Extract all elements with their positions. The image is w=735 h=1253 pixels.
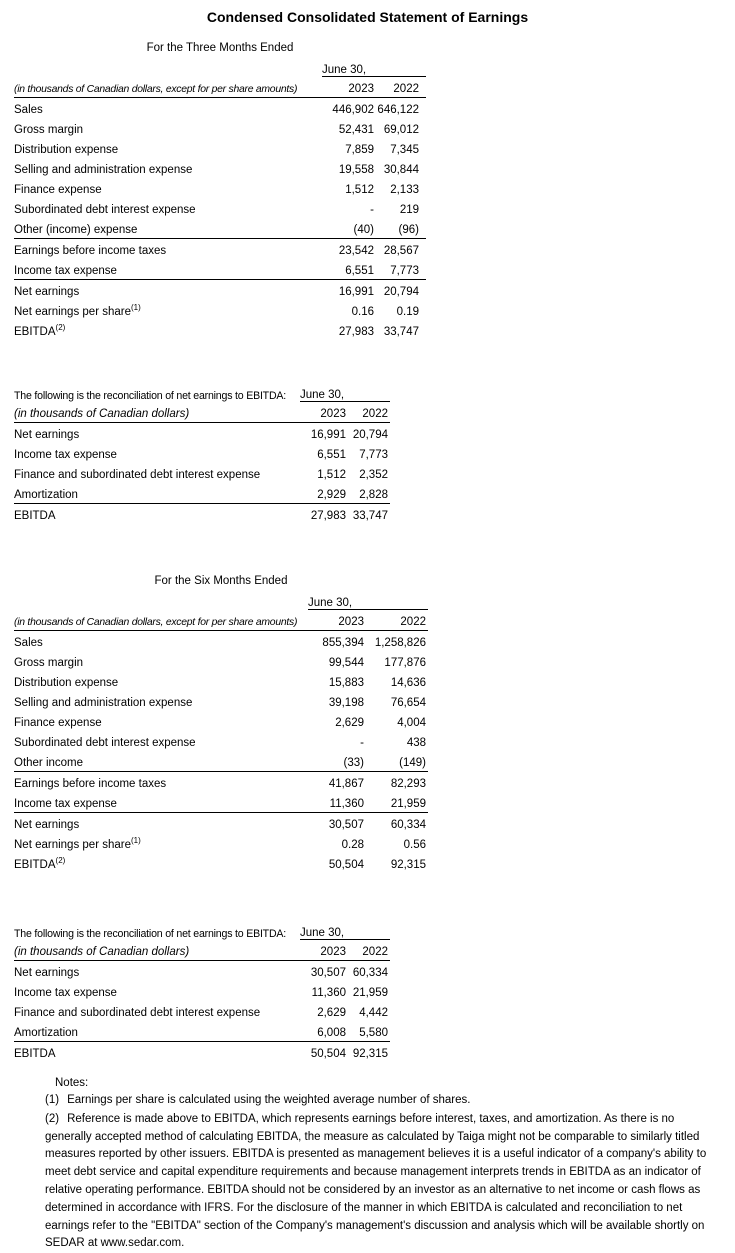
table-row bbox=[14, 423, 390, 444]
table-row bbox=[14, 504, 390, 525]
row-label: Subordinated debt interest expense bbox=[14, 737, 196, 749]
note-2 bbox=[45, 1111, 721, 1253]
value-2022: 1,258,826 bbox=[374, 637, 426, 649]
table-row bbox=[14, 1021, 390, 1042]
row-label: Finance and subordinated debt interest expense bbox=[14, 469, 261, 481]
row-label: Income tax expense bbox=[14, 259, 322, 280]
year-2023-header: 2023 bbox=[300, 402, 346, 423]
empty-cell bbox=[14, 60, 322, 77]
value-2022: 4,442 bbox=[359, 1007, 388, 1019]
value-2023: - bbox=[370, 204, 374, 216]
year-2023-header: 2023 bbox=[322, 77, 374, 98]
row-label: Income tax expense bbox=[14, 987, 117, 999]
value-2022: 92,315 bbox=[390, 859, 426, 871]
unit-note: (in thousands of Canadian dollars) bbox=[14, 940, 300, 961]
unit-note: (in thousands of Canadian dollars, except for per share amounts) bbox=[14, 77, 322, 98]
section-reconciliation-six-months bbox=[14, 923, 735, 1062]
table-row bbox=[14, 671, 428, 691]
row-label: Net earnings bbox=[14, 819, 80, 831]
value-2022: (96) bbox=[374, 218, 426, 239]
value-2023: 11,360 bbox=[311, 987, 346, 999]
table-row bbox=[14, 792, 428, 813]
value-2022: 14,636 bbox=[390, 677, 426, 689]
value-2022: 82,293 bbox=[390, 778, 426, 790]
row-label: Subordinated debt interest expense bbox=[14, 204, 196, 216]
value-2023: 0.28 bbox=[341, 839, 364, 851]
row-label: EBITDA bbox=[14, 510, 56, 522]
year-2022-header: 2022 bbox=[364, 610, 428, 631]
value-2023: 15,883 bbox=[328, 677, 364, 689]
value-2023: 41,867 bbox=[328, 778, 364, 790]
row-label: EBITDA bbox=[14, 1048, 56, 1060]
value-2022: 2,352 bbox=[359, 469, 388, 481]
table-row bbox=[14, 833, 428, 853]
row-label: Gross margin bbox=[14, 657, 84, 669]
table-row bbox=[14, 961, 390, 982]
footnote-ref: (2) bbox=[55, 323, 66, 333]
table-caption-three-months: For the Three Months Ended bbox=[146, 42, 294, 54]
value-2022: 438 bbox=[406, 737, 426, 749]
year-2022-header: 2022 bbox=[346, 402, 390, 423]
value-2023: - bbox=[360, 737, 364, 749]
value-2023: 30,507 bbox=[310, 967, 346, 979]
table-body bbox=[14, 423, 390, 525]
row-label: Selling and administration expense bbox=[14, 164, 193, 176]
row-label: Distribution expense bbox=[14, 677, 119, 689]
year-2022-header: 2022 bbox=[346, 940, 390, 961]
value-2022: 30,844 bbox=[383, 164, 419, 176]
value-2023: 52,431 bbox=[338, 124, 374, 136]
row-label: Amortization bbox=[14, 1021, 300, 1042]
table-row bbox=[14, 853, 428, 873]
row-label: Finance expense bbox=[14, 717, 102, 729]
table-body bbox=[14, 98, 426, 341]
table-caption-six-months: For the Six Months Ended bbox=[154, 575, 288, 587]
value-2022: 2,133 bbox=[390, 184, 419, 196]
value-2023: 30,507 bbox=[328, 819, 364, 831]
section-statement-six-months bbox=[14, 572, 735, 873]
value-2023: 27,983 bbox=[310, 510, 346, 522]
unit-note: (in thousands of Canadian dollars, except for per share amounts) bbox=[14, 610, 308, 631]
value-2023: 23,542 bbox=[338, 245, 374, 257]
value-2023: 1,512 bbox=[317, 469, 346, 481]
value-2022: 20,794 bbox=[352, 429, 388, 441]
row-label: Gross margin bbox=[14, 124, 84, 136]
row-label: Net earnings bbox=[14, 286, 80, 298]
value-2022: 219 bbox=[399, 204, 419, 216]
row-label: EBITDA$^{(2)}$ bbox=[14, 856, 66, 871]
value-2022: 2,828 bbox=[346, 483, 390, 504]
value-2022: 33,747 bbox=[383, 326, 419, 338]
period-header-row bbox=[14, 60, 426, 77]
note-1-marker: (1) bbox=[45, 1094, 60, 1106]
reconciliation-table-six-months bbox=[14, 923, 390, 1062]
value-2022: 7,773 bbox=[374, 259, 426, 280]
value-2022: 60,334 bbox=[352, 967, 388, 979]
value-2023: (40) bbox=[322, 218, 374, 239]
table-row bbox=[14, 320, 426, 340]
value-2023: 16,991 bbox=[338, 286, 374, 298]
value-2023: (33) bbox=[308, 751, 364, 772]
empty-cell bbox=[14, 593, 308, 610]
value-2022: 4,004 bbox=[397, 717, 426, 729]
row-label: Amortization bbox=[14, 483, 300, 504]
table-row bbox=[14, 118, 426, 138]
value-2023: 27,983 bbox=[338, 326, 374, 338]
value-2023: 2,929 bbox=[300, 483, 346, 504]
value-2023: 16,991 bbox=[310, 429, 346, 441]
period-header-row bbox=[14, 593, 428, 610]
table-row bbox=[14, 1001, 390, 1021]
value-2022: 21,959 bbox=[364, 792, 428, 813]
value-2023: 99,544 bbox=[328, 657, 364, 669]
value-2023: 39,198 bbox=[328, 697, 364, 709]
note-2-text: Reference is made above to EBITDA, which represents earnings before interest, taxes, and amortization. As there is no generally accepted method of calculating EBITDA, the measure as calculated by Taiga might not be comparable to similarly titled measures reported by other issuers. EBITDA is presented as management believes it is a useful indicator of a company's ability to meet debt service and capital expenditure requirements and because management interprets trends in EBITDA as an indicator of relative operating performance. EBITDA should not be considered by an investor as an alternative to net income or cash flows as determined in accordance with IFRS. For the disclosure of the manner in which EBITDA is calculated and reconciliation to net earnings refer to the "EBITDA" section of the Company's management's discussion and analysis which will be available shortly on SEDAR at www.sedar.com. bbox=[45, 1112, 707, 1250]
row-label: Sales bbox=[14, 104, 43, 116]
value-2022: 646,122 bbox=[377, 104, 419, 116]
value-2023: 6,551 bbox=[322, 259, 374, 280]
row-label: Income tax expense bbox=[14, 792, 308, 813]
table-row bbox=[14, 711, 428, 731]
row-label: Finance and subordinated debt interest expense bbox=[14, 1007, 261, 1019]
value-2022: (149) bbox=[364, 751, 428, 772]
value-2022: 60,334 bbox=[390, 819, 426, 831]
table-row bbox=[14, 443, 390, 463]
row-label: Earnings before income taxes bbox=[14, 245, 167, 257]
table-row bbox=[14, 751, 428, 772]
years-header-row bbox=[14, 940, 390, 961]
table-row bbox=[14, 218, 426, 239]
reconciliation-table-three-months bbox=[14, 385, 390, 524]
statement-table-three-months bbox=[14, 60, 426, 340]
value-2022: 21,959 bbox=[352, 987, 388, 999]
table-row bbox=[14, 1042, 390, 1063]
table-row bbox=[14, 178, 426, 198]
table-row bbox=[14, 463, 390, 483]
section-statement-three-months bbox=[14, 39, 735, 340]
table-row bbox=[14, 651, 428, 671]
value-2023: 6,008 bbox=[300, 1021, 346, 1042]
table-row bbox=[14, 731, 428, 751]
value-2023: 7,859 bbox=[345, 144, 374, 156]
value-2022: 92,315 bbox=[352, 1048, 388, 1060]
value-2022: 7,773 bbox=[359, 449, 388, 461]
row-label: Sales bbox=[14, 637, 43, 649]
table-row bbox=[14, 198, 426, 218]
row-label: Other income bbox=[14, 751, 308, 772]
table-row bbox=[14, 772, 428, 793]
footnote-ref: (1) bbox=[130, 303, 141, 313]
value-2022: 0.56 bbox=[403, 839, 426, 851]
value-2022: 69,012 bbox=[383, 124, 419, 136]
page-title: Condensed Consolidated Statement of Earnings bbox=[206, 9, 529, 25]
value-2023: 0.16 bbox=[351, 306, 374, 318]
years-header-row bbox=[14, 77, 426, 98]
table-row bbox=[14, 981, 390, 1001]
period-header-row bbox=[14, 923, 390, 940]
note-1 bbox=[45, 1092, 721, 1110]
row-label: Net earnings bbox=[14, 967, 80, 979]
value-2023: 446,902 bbox=[332, 104, 374, 116]
row-label: Net earnings per share$^{(1)}$ bbox=[14, 836, 141, 851]
year-2023-header: 2023 bbox=[308, 610, 364, 631]
value-2023: 11,360 bbox=[308, 792, 364, 813]
period-header: June 30, bbox=[322, 60, 426, 77]
period-header: June 30, bbox=[308, 593, 428, 610]
table-row bbox=[14, 239, 426, 260]
row-label: Other (income) expense bbox=[14, 218, 322, 239]
row-label: Net earnings per share$^{(1)}$ bbox=[14, 303, 141, 318]
value-2023: 855,394 bbox=[322, 637, 364, 649]
value-2022: 20,794 bbox=[383, 286, 419, 298]
table-row bbox=[14, 300, 426, 320]
row-label: Income tax expense bbox=[14, 449, 117, 461]
value-2022: 76,654 bbox=[390, 697, 426, 709]
row-label: EBITDA$^{(2)}$ bbox=[14, 323, 66, 338]
footnote-ref: (2) bbox=[55, 856, 66, 866]
value-2022: 5,580 bbox=[346, 1021, 390, 1042]
value-2023: 2,629 bbox=[317, 1007, 346, 1019]
table-row bbox=[14, 813, 428, 834]
reconciliation-intro: The following is the reconciliation of net earnings to EBITDA: bbox=[14, 389, 287, 402]
value-2023: 1,512 bbox=[345, 184, 374, 196]
table-row bbox=[14, 158, 426, 178]
value-2023: 2,629 bbox=[335, 717, 364, 729]
years-header-row bbox=[14, 402, 390, 423]
table-row bbox=[14, 483, 390, 504]
value-2022: 33,747 bbox=[352, 510, 388, 522]
statement-table-six-months bbox=[14, 593, 428, 873]
row-label: Net earnings bbox=[14, 429, 80, 441]
value-2022: 0.19 bbox=[396, 306, 419, 318]
value-2023: 19,558 bbox=[338, 164, 374, 176]
period-header: June 30, bbox=[300, 385, 390, 402]
row-label: Finance expense bbox=[14, 184, 102, 196]
table-body bbox=[14, 961, 390, 1063]
years-header-row bbox=[14, 610, 428, 631]
year-2023-header: 2023 bbox=[300, 940, 346, 961]
row-label: Distribution expense bbox=[14, 144, 119, 156]
notes-heading: Notes: bbox=[55, 1077, 89, 1089]
note-1-text: Earnings per share is calculated using the weighted average number of shares. bbox=[67, 1094, 471, 1106]
table-row bbox=[14, 280, 426, 301]
value-2023: 6,551 bbox=[317, 449, 346, 461]
unit-note: (in thousands of Canadian dollars) bbox=[14, 402, 300, 423]
note-2-marker: (2) bbox=[45, 1112, 60, 1125]
value-2023: 50,504 bbox=[328, 859, 364, 871]
period-header: June 30, bbox=[300, 923, 390, 940]
row-label: Selling and administration expense bbox=[14, 697, 193, 709]
table-row bbox=[14, 691, 428, 711]
reconciliation-intro: The following is the reconciliation of net earnings to EBITDA: bbox=[14, 927, 287, 940]
table-row bbox=[14, 138, 426, 158]
table-row bbox=[14, 98, 426, 119]
table-body bbox=[14, 631, 428, 874]
period-header-row bbox=[14, 385, 390, 402]
year-2022-header: 2022 bbox=[374, 77, 426, 98]
value-2023: 50,504 bbox=[310, 1048, 346, 1060]
row-label: Earnings before income taxes bbox=[14, 778, 167, 790]
value-2022: 177,876 bbox=[384, 657, 426, 669]
section-reconciliation-three-months bbox=[14, 385, 735, 524]
table-row bbox=[14, 631, 428, 652]
value-2022: 7,345 bbox=[390, 144, 419, 156]
value-2022: 28,567 bbox=[383, 245, 419, 257]
footnote-ref: (1) bbox=[130, 836, 141, 846]
notes-section bbox=[45, 1074, 721, 1253]
table-row bbox=[14, 259, 426, 280]
